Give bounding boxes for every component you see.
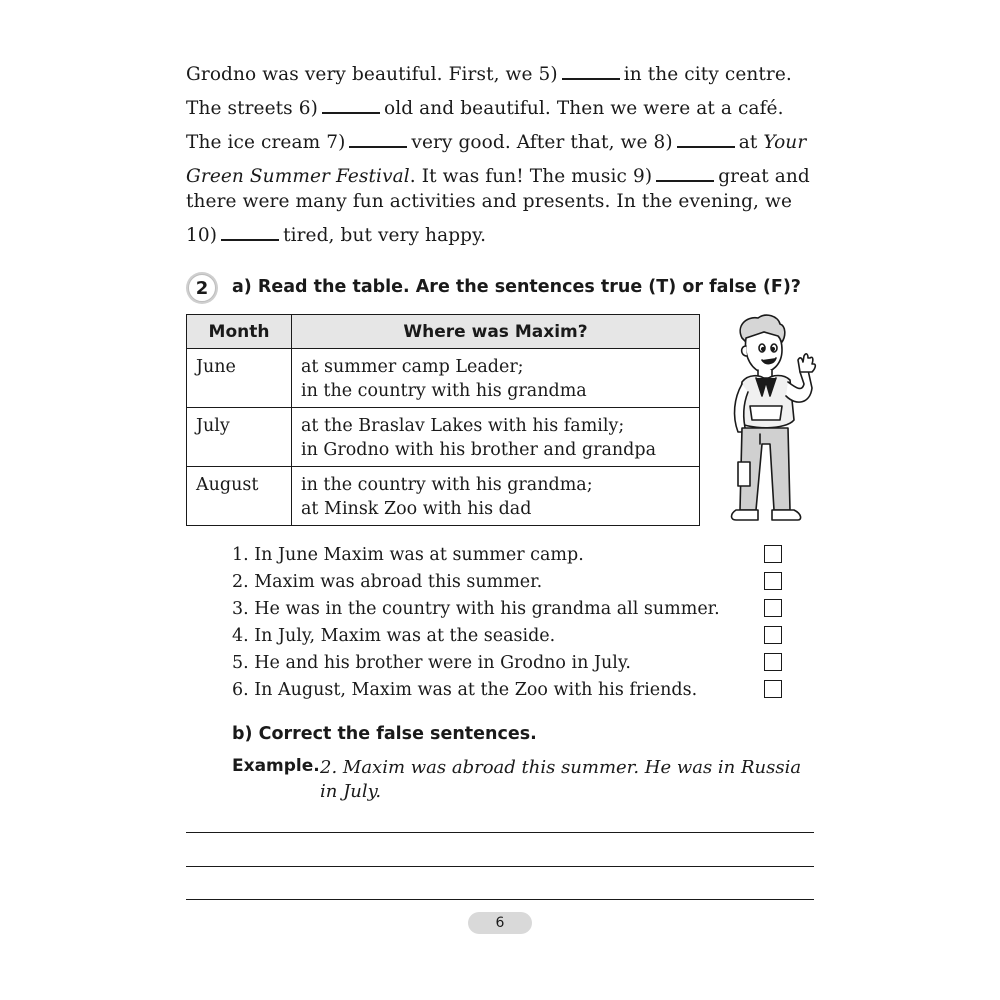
list-item bbox=[232, 569, 792, 596]
month-cell: August bbox=[187, 467, 292, 526]
list-item bbox=[232, 623, 792, 650]
answer-blank-7[interactable] bbox=[349, 128, 407, 148]
where-cell bbox=[292, 349, 700, 408]
month-cell: June bbox=[187, 349, 292, 408]
passage-text: old and beautiful. Then we were at a café. bbox=[383, 98, 784, 119]
statement-text: 6. In August, Maxim was at the Zoo with his friends. bbox=[232, 680, 698, 700]
answer-checkbox[interactable] bbox=[764, 680, 782, 698]
passage-line-2 bbox=[186, 92, 814, 126]
passage-text: . It was fun! The music 9) bbox=[409, 166, 653, 187]
where-line: in the country with his grandma; bbox=[301, 475, 593, 495]
list-item bbox=[232, 596, 792, 623]
statement-text: 3. He was in the country with his grandma all summer. bbox=[232, 599, 720, 619]
passage-text: tired, but very happy. bbox=[283, 225, 487, 246]
table-header-row bbox=[187, 315, 700, 349]
answer-checkbox[interactable] bbox=[764, 572, 782, 590]
column-header-month: Month bbox=[187, 315, 292, 349]
answer-checkbox[interactable] bbox=[764, 545, 782, 563]
list-item bbox=[232, 542, 792, 569]
passage bbox=[186, 58, 814, 253]
answer-checkbox[interactable] bbox=[764, 626, 782, 644]
writing-line[interactable] bbox=[186, 832, 814, 833]
list-item bbox=[232, 677, 792, 704]
answer-blank-9[interactable] bbox=[656, 162, 714, 182]
passage-line-4 bbox=[186, 160, 814, 185]
task-b-instruction: b) Correct the false sentences. bbox=[232, 724, 537, 744]
where-line: at the Braslav Lakes with his family; bbox=[301, 416, 625, 436]
table-row bbox=[187, 467, 700, 526]
statement-text: 4. In July, Maxim was at the seaside. bbox=[232, 626, 556, 646]
passage-line-3 bbox=[186, 126, 814, 160]
festival-name-italic: Your bbox=[763, 132, 807, 153]
list-item bbox=[232, 650, 792, 677]
true-false-statements bbox=[232, 542, 792, 704]
task-a-instruction: a) Read the table. Are the sentences true (T) or false (F)? bbox=[232, 277, 801, 297]
answer-blank-10[interactable] bbox=[221, 221, 279, 241]
page-number: 6 bbox=[468, 912, 532, 934]
exercise-number-badge bbox=[186, 272, 218, 304]
where-cell bbox=[292, 408, 700, 467]
answer-blank-5[interactable] bbox=[562, 60, 620, 80]
statement-text: 2. Maxim was abroad this summer. bbox=[232, 572, 543, 592]
statement-text: 5. He and his brother were in Grodno in July. bbox=[232, 653, 631, 673]
exercise-number: 2 bbox=[188, 274, 216, 302]
answer-blank-8[interactable] bbox=[677, 128, 735, 148]
passage-text: very good. After that, we 8) bbox=[411, 132, 673, 153]
table-row bbox=[187, 408, 700, 467]
passage-line-5 bbox=[186, 185, 814, 219]
month-cell: July bbox=[187, 408, 292, 467]
where-line: in the country with his grandma bbox=[301, 381, 587, 401]
passage-text: there were many fun activities and presents. In the evening, we bbox=[186, 191, 792, 212]
festival-name-italic: Green Summer Festival bbox=[186, 166, 410, 187]
passage-text: in the city centre. bbox=[623, 64, 792, 85]
writing-line[interactable] bbox=[186, 899, 814, 900]
passage-text: 10) bbox=[186, 225, 218, 246]
maxim-summer-table bbox=[186, 314, 700, 526]
passage-text: Grodno was very beautiful. First, we 5) bbox=[186, 64, 558, 85]
passage-line-1 bbox=[186, 58, 814, 92]
answer-checkbox[interactable] bbox=[764, 653, 782, 671]
statement-text: 1. In June Maxim was at summer camp. bbox=[232, 545, 584, 565]
example-text bbox=[320, 756, 814, 804]
where-line: at Minsk Zoo with his dad bbox=[301, 499, 532, 519]
where-cell bbox=[292, 467, 700, 526]
passage-line-6 bbox=[186, 219, 814, 253]
passage-text: The ice cream 7) bbox=[186, 132, 346, 153]
example-line: 2. Maxim was abroad this summer. He was in Russia bbox=[320, 757, 802, 778]
passage-text: at bbox=[738, 132, 758, 153]
passage-text: great and bbox=[718, 166, 810, 187]
writing-line[interactable] bbox=[186, 866, 814, 867]
table-row bbox=[187, 349, 700, 408]
where-line: at summer camp Leader; bbox=[301, 357, 524, 377]
answer-checkbox[interactable] bbox=[764, 599, 782, 617]
example-label: Example. bbox=[232, 756, 320, 776]
column-header-where: Where was Maxim? bbox=[292, 315, 700, 349]
waving-boy-icon bbox=[716, 312, 820, 524]
where-line: in Grodno with his brother and grandpa bbox=[301, 440, 657, 460]
passage-text: The streets 6) bbox=[186, 98, 318, 119]
example-line: in July. bbox=[320, 781, 382, 802]
answer-blank-6[interactable] bbox=[322, 94, 380, 114]
